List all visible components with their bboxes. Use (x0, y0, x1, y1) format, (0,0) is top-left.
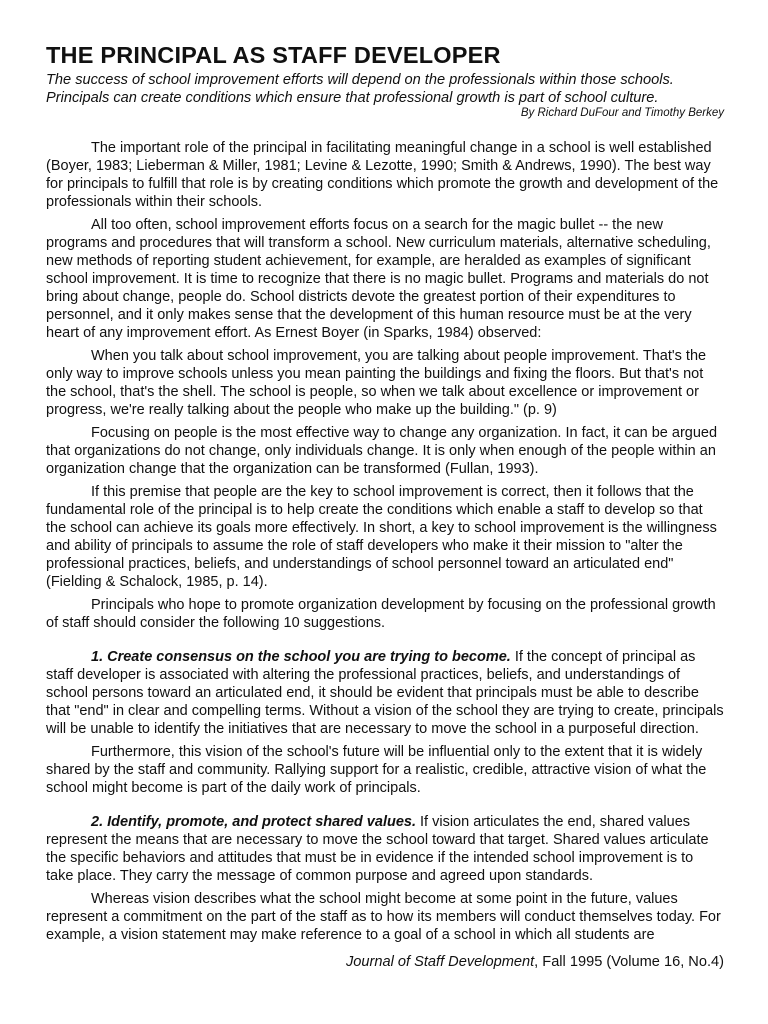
section-1-text: If the concept of principal as staff developer is associated with altering the professional practices, beliefs, and understandings of school persons toward an articulated end, it should be evident that principals must be able to describe that "end" in clear and compelling terms. Without a vision of the school they are trying to create, principals will be unable to identify the initiatives that are necessary to move the school in a purposeful direction. (46, 649, 724, 737)
section-2-paragraph (46, 813, 724, 885)
article-title: THE PRINCIPAL AS STAFF DEVELOPER (46, 42, 501, 68)
paragraph-2: All too often, school improvement efforts focus on a search for the magic bullet -- the new programs and procedures that will transform a school. New curriculum materials, alternative scheduling, new methods of reporting student achievement, for example, are heralded as examples of significant school improvement. It is time to recognize that there is no magic bullet. Programs and materials do not bring about change, people do. School districts devote the greatest portion of their expenditures to personnel, and it only makes sense that the development of this human resource must be at the very heart of any improvement effort. As Ernest Boyer (in Sparks, 1984) observed: (46, 217, 711, 341)
paragraph-6: Principals who hope to promote organization development by focusing on the professional growth of staff should consider the following 10 suggestions. (46, 597, 716, 631)
article-subtitle: The success of school improvement efforts will depend on the professionals within those schools. Principals can create conditions which ensure that professional growth is part of school culture. (46, 72, 674, 106)
quote-paragraph: When you talk about school improvement, you are talking about people improvement. That's the only way to improve schools unless you mean painting the buildings and fixing the floors. But that's not the school, that's the shell. The school is people, so when we talk about excellence or improvement or progress, we're really talking about the people who make up the building." (p. 9) (46, 348, 707, 418)
paragraph-5: If this premise that people are the key to school improvement is correct, then it follows that the fundamental role of the principal is to help create the conditions which enable a staff to develop so that the school can achieve its goals more effectively. In short, a key to school improvement is the willingness and ability of principals to assume the role of staff developers who make it their mission to "alter the professional practices, beliefs, and understandings of school personnel toward an articulated end" (Fielding & Schalock, 1985, p. 14). (46, 484, 717, 590)
page-footer (346, 953, 724, 971)
section-1-heading: 1. Create consensus on the school you are trying to become. (91, 649, 511, 665)
article-body (46, 139, 724, 944)
paragraph-4: Focusing on people is the most effective way to change any organization. In fact, it can be argued that organizations do not change, only individuals change. It is only when enough of the people within an organization change that the organization can be transformed (Fullan, 1993). (46, 425, 718, 477)
section-2-text: If vision articulates the end, shared values represent the means that are necessary to move the school toward that target. Shared values articulate the specific behaviors and attitudes that must be in evidence if the intended school improvement is to take place. They carry the message of common purpose and agreed upon standards. (46, 814, 709, 884)
journal-name: Journal of Staff Development (345, 954, 535, 970)
journal-issue: , Fall 1995 (Volume 16, No.4) (534, 954, 724, 970)
article-byline: By Richard DuFour and Timothy Berkey (520, 107, 724, 119)
document-page (46, 40, 724, 949)
paragraph-1: The important role of the principal in facilitating meaningful change in a school is well established (Boyer, 1983; Lieberman & Miller, 1981; Levine & Lezotte, 1990; Smith & Andrews, 1990). The best way for principals to fulfill that role is by creating conditions which promote the growth and development of the professionals within their schools. (46, 140, 719, 210)
section-1-paragraph (46, 648, 724, 738)
section-1-followup: Furthermore, this vision of the school's future will be influential only to the extent that it is widely shared by the staff and community. Rallying support for a realistic, credible, attractive vision of what the school might become is part of the daily work of principals. (46, 744, 707, 796)
section-2-heading: 2. Identify, promote, and protect shared values. (91, 814, 416, 830)
section-2-followup: Whereas vision describes what the school might become at some point in the future, values represent a commitment on the part of the staff as to how its members will conduct themselves today. For example, a vision statement may make reference to a goal of a school in which all students are (46, 891, 721, 943)
